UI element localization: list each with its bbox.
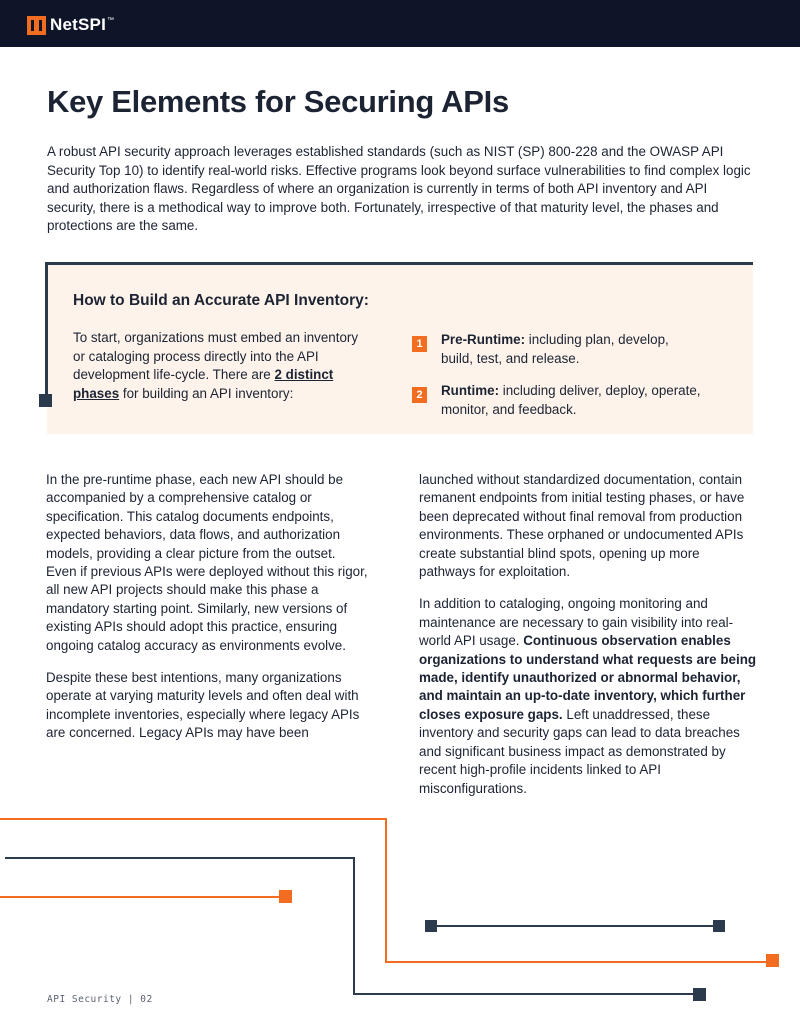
decor-line	[385, 818, 387, 963]
body-paragraph: Despite these best intentions, many organizations operate at varying maturity levels and often deal with incomplete inventories, especially where legacy APIs are concerned. Legacy APIs may have been	[46, 670, 360, 741]
phase-number-badge: 2	[412, 387, 427, 403]
paragraph-text: In addition to cataloging, ongoing monitoring and maintenance are necessary to gain visibility into real-world API usage.	[419, 596, 734, 649]
phase-title: Runtime:	[441, 383, 500, 398]
distinct-phases-link[interactable]: 2 distinct phases	[73, 367, 334, 401]
callout-left-rule	[45, 262, 48, 396]
decor-line	[5, 857, 355, 859]
left-column	[46, 471, 368, 757]
paragraph-text: Left unaddressed, these inventory and security gaps can lead to data breaches and significant business impact as demonstrated by recent high-profile incidents linked to API misconfigurations.	[419, 706, 740, 796]
callout-text	[73, 329, 373, 403]
decor-square	[425, 920, 437, 932]
callout-heading: How to Build an Accurate API Inventory:	[73, 292, 369, 309]
intro-paragraph: A robust API security approach leverages established standards (such as NIST (SP) 800-228 and the OWASP API Security Top 10) to identify real-world risks. Effective programs look beyond surface vulnerabilities to find complex logic and authorization flaws. Regardless of where an organization is currently in terms of both API inventory and API security, there is a methodical way to improve both. Fortunately, irrespective of that maturity level, the phases and protections are the same.	[47, 144, 751, 234]
decor-line	[0, 818, 387, 820]
trademark-symbol: ™	[107, 16, 114, 24]
top-bar	[0, 0, 800, 47]
body-paragraph: In the pre-runtime phase, each new API should be accompanied by a comprehensive catalog or specification. This catalog documents endpoints, expected behaviors, data flows, and authorization models, providing a clear picture from the outset. Even if previous APIs were deployed without this rigor, all new API projects should make this phase a mandatory starting point. Similarly, new versions of existing APIs should adopt this practice, ensuring ongoing catalog accuracy as environments evolve.	[46, 472, 368, 653]
decor-square	[766, 954, 779, 967]
decor-line	[353, 993, 699, 995]
decor-line	[0, 896, 285, 898]
callout-corner-marker	[39, 394, 52, 407]
callout-text-start: To start, organizations must embed an inventory or cataloging process directly into the API development life-cycle. There are	[73, 330, 359, 383]
phase-title: Pre-Runtime:	[441, 332, 526, 347]
phase-item-pre-runtime	[412, 331, 702, 368]
decor-line	[353, 857, 355, 995]
page-title: Key Elements for Securing APIs	[47, 84, 509, 119]
callout-text-end: for building an API inventory:	[119, 385, 294, 401]
right-column	[419, 471, 759, 812]
decor-line	[385, 961, 767, 963]
body-paragraph	[419, 595, 759, 797]
phase-description	[441, 382, 702, 419]
netspi-logo-icon	[27, 16, 46, 35]
phase-detail: including plan, develop, build, test, and release.	[441, 332, 669, 366]
body-paragraph: launched without standardized documentation, contain remanent endpoints from initial testing phases, or have been deprecated without final removal from production environments. These orphaned or undocumented APIs create substantial blind spots, opening up more pathways for exploitation.	[419, 472, 745, 580]
decor-square	[693, 988, 706, 1001]
brand-name: NetSPI	[50, 15, 106, 34]
decor-square	[713, 920, 725, 932]
phase-number-badge: 1	[412, 336, 427, 352]
phase-description	[441, 331, 702, 368]
decor-square	[279, 890, 292, 903]
page-footer: API Security | 02	[47, 994, 153, 1005]
phase-item-runtime	[412, 382, 702, 419]
phase-detail: including deliver, deploy, operate, monitor, and feedback.	[441, 383, 701, 417]
callout-top-rule	[45, 262, 753, 265]
decor-line	[430, 925, 720, 927]
netspi-logo[interactable]	[27, 14, 114, 36]
emphasized-text: Continuous observation enables organizations to understand what requests are being made, identify unauthorized or abnormal behavior, and maintain an up-to-date inventory, which further closes exposure gaps.	[419, 633, 757, 722]
